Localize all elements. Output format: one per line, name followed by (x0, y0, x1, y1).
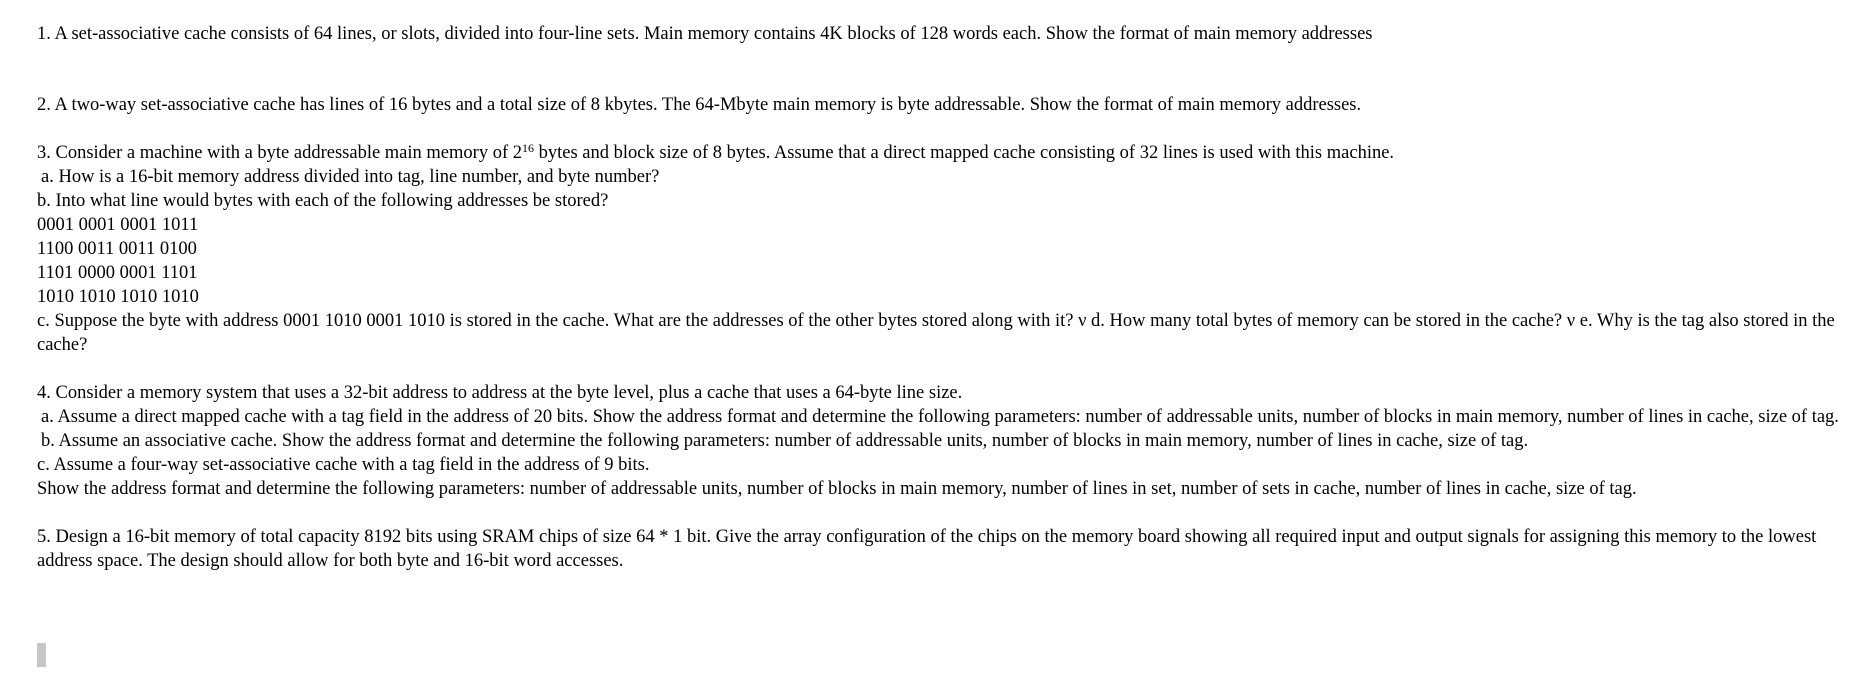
question-1: 1. A set-associative cache consists of 64 lines, or slots, divided into four-line sets. Main memory contains 4K blocks of 128 words each. Show the format of main memory addresses (37, 24, 1373, 44)
question-3-part-cde: c. Suppose the byte with address 0001 1010 0001 1010 is stored in the cache. What are the addresses of the other bytes stored along with it? ν d. How many total bytes of memory can be stored in the cache? ν e. Why is the tag also stored in the cache? (37, 311, 1835, 355)
question-3-exponent: 16 (521, 141, 534, 155)
text-cursor[interactable] (37, 643, 46, 667)
question-4-part-b: b. Assume an associative cache. Show the address format and determine the following parameters: number of addressable units, number of blocks in main memory, number of lines in cache, size of tag. (41, 431, 1529, 451)
address-line: 0001 0001 0001 1011 (37, 215, 199, 235)
address-line: 1100 0011 0011 0100 (37, 239, 197, 259)
question-3-part-b: b. Into what line would bytes with each of the following addresses be stored? (37, 191, 609, 211)
question-3-part-a: a. How is a 16-bit memory address divided into tag, line number, and byte number? (41, 167, 660, 187)
question-3-intro-start: 3. Consider a machine with a byte addressable main memory of 2 (37, 143, 522, 163)
question-3 (37, 141, 1863, 357)
document-body (37, 22, 1863, 573)
question-5: 5. Design a 16-bit memory of total capacity 8192 bits using SRAM chips of size 64 * 1 bit. Give the array configuration of the chips on the memory board showing all required input and output signals for assigning this memory to the lowest address space. The design should allow for both byte and 16-bit word accesses. (37, 527, 1817, 571)
paragraph-gap (37, 357, 1863, 381)
question-4 (37, 381, 1863, 501)
question-4-part-c: c. Assume a four-way set-associative cache with a tag field in the address of 9 bits. (37, 455, 650, 475)
question-4-intro: 4. Consider a memory system that uses a 32-bit address to address at the byte level, plus a cache that uses a 64-byte line size. (37, 383, 963, 403)
address-line: 1101 0000 0001 1101 (37, 263, 198, 283)
address-line: 1010 1010 1010 1010 (37, 287, 199, 307)
paragraph-gap (37, 501, 1863, 525)
question-3-intro (37, 141, 1863, 165)
question-4-part-c-detail: Show the address format and determine the following parameters: number of addressable units, number of blocks in main memory, number of lines in set, number of sets in cache, number of lines in cache, size of tag. (37, 479, 1637, 499)
question-4-part-a: a. Assume a direct mapped cache with a tag field in the address of 20 bits. Show the address format and determine the following parameters: number of addressable units, number of blocks in main memory, number of lines in cache, size of tag. (41, 407, 1839, 427)
question-3-intro-end: bytes and block size of 8 bytes. Assume that a direct mapped cache consisting of 32 lines is used with this machine. (533, 143, 1395, 163)
question-2: 2. A two-way set-associative cache has lines of 16 bytes and a total size of 8 kbytes. The 64-Mbyte main memory is byte addressable. Show the format of main memory addresses. (37, 95, 1362, 115)
